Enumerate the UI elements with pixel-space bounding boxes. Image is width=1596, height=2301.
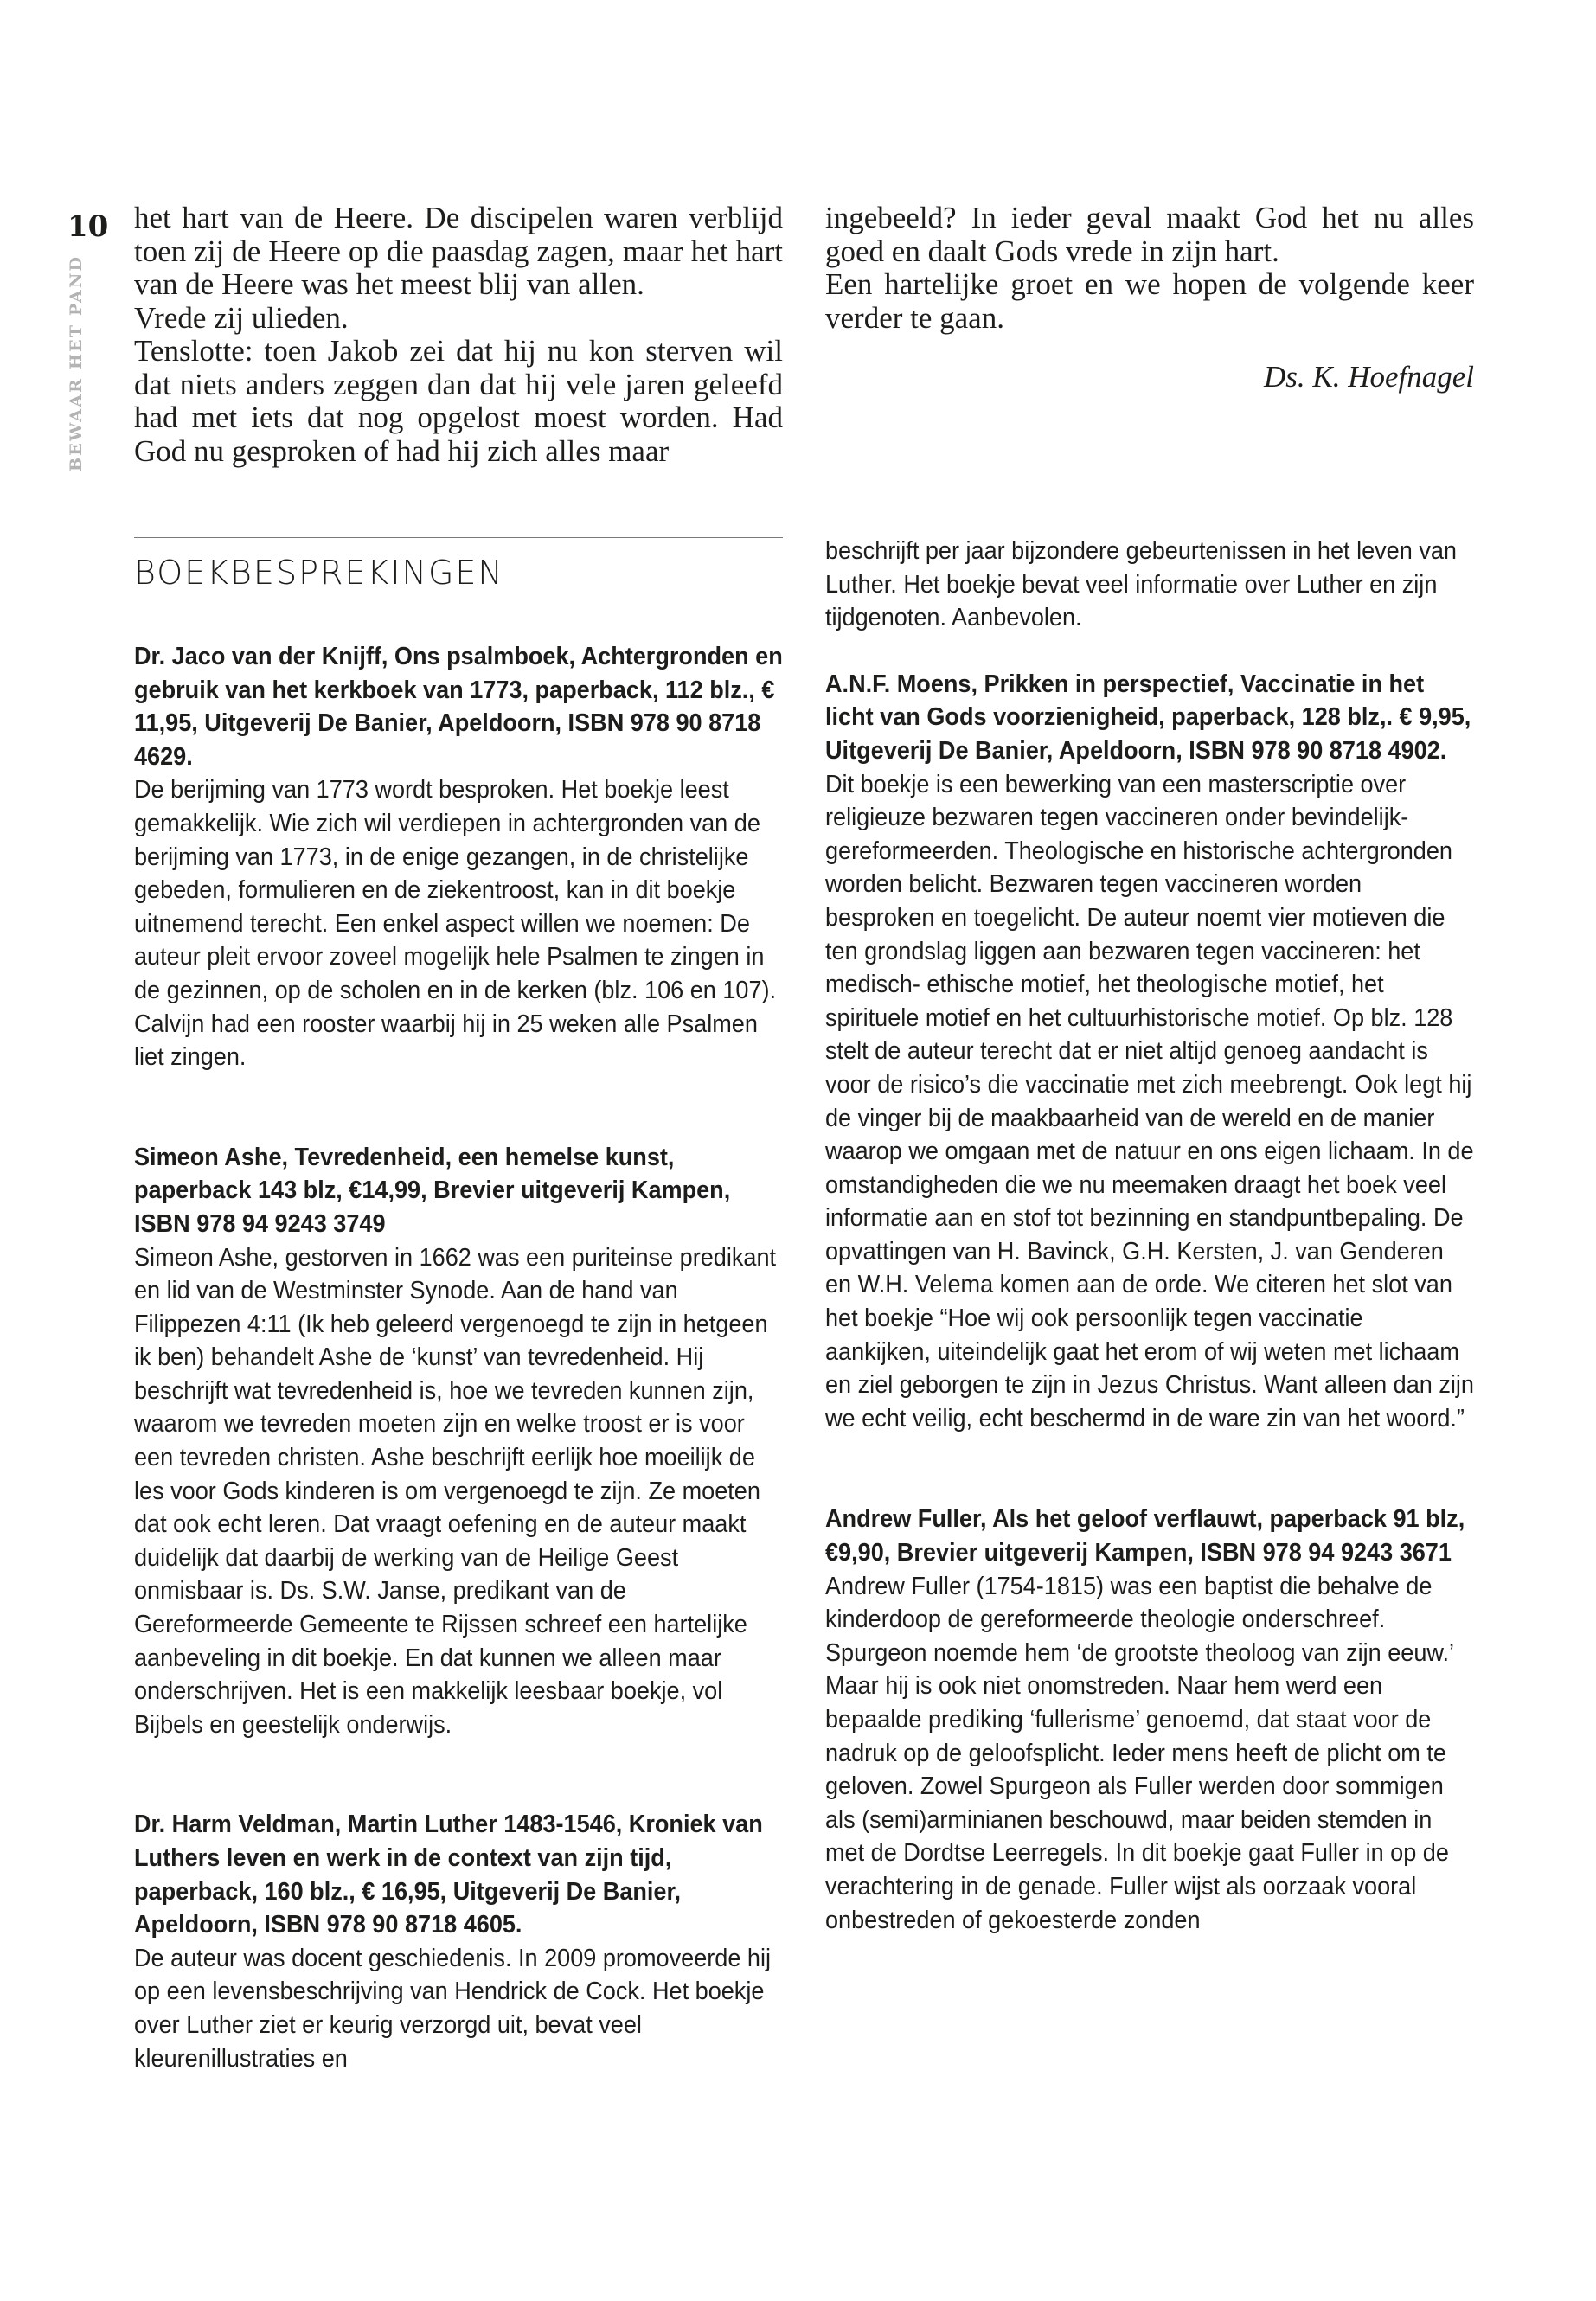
review-heading: Dr. Harm Veldman, Martin Luther 1483-1546, Kroniek van Luthers leven en werk in de context van zijn tijd, paperback, 160 blz., € 16,95, Uitgeverij De Banier, Apeldoorn, ISBN 978 90 8718 4605. — [134, 1811, 763, 1939]
review-body-continuation: beschrijft per jaar bijzondere gebeurtenissen in het leven van Luther. Het boekje bevat veel informatie over Luther en zijn tijdgenoten. Aanbevolen. — [825, 537, 1457, 632]
letter-end-right-column — [825, 202, 1474, 394]
letter-end-left-column — [134, 202, 783, 468]
page-number: 10 — [67, 209, 109, 244]
review-heading: Andrew Fuller, Als het geloof verflauwt, paperback 91 blz, €9,90, Brevier uitgeverij Kampen, ISBN 978 94 9243 3671 — [825, 1505, 1465, 1567]
letter-paragraph: ingebeeld? In ieder geval maakt God het nu alles goed en daalt Gods vrede in zijn hart. — [825, 201, 1474, 268]
review-body: De auteur was docent geschiedenis. In 2009 promoveerde hij op een levensbeschrijving van Hendrick de Cock. Het boekje over Luther ziet er keurig verzorgd uit, bevat veel kleurenillustraties en — [134, 1944, 771, 2073]
reviews-left-column — [134, 640, 784, 2075]
review-body: De berijming van 1773 wordt besproken. Het boekje leest gemakkelijk. Wie zich wil verdiepen in achtergronden van de berijming van 1773, in de enige gezangen, in de christelijke gebeden, formulieren en de ziekentroost, kan in dit boekje uitnemend terecht. Een enkel aspect willen we noemen: De auteur pleit ervoor zoveel mogelijk hele Psalmen te zingen in de gezinnen, op de scholen en in de kerken (blz. 106 en 107). Calvijn had een rooster waarbij hij in 25 weken alle Psalmen liet zingen. — [134, 776, 777, 1072]
review-item — [134, 1808, 784, 2075]
section-title: BOEKBESPREKINGEN — [134, 554, 504, 592]
section-divider — [134, 537, 783, 538]
review-item — [134, 640, 784, 1074]
review-body: Andrew Fuller (1754-1815) was een baptist die behalve de kinderdoop de gereformeerde theologie onderschreef. Spurgeon noemde hem ‘de grootste theoloog van zijn eeuw.’ Maar hij is ook niet onomstreden. Naar hem werd een bepaalde prediking ‘fullerisme’ genoemd, dat staat voor de nadruk op de geloofsplicht. Ieder mens heeft de plicht om te geloven. Zowel Spurgeon als Fuller werden door sommigen als (semi)arminianen beschouwd, maar beiden stemden in met de Dordtse Leerregels. In dit boekje gaat Fuller in op de verachtering in de genade. Fuller wijst als oorzaak vooral onbestreden of gekoesterde zonden — [825, 1572, 1454, 1934]
review-body: Dit boekje is een bewerking van een masterscriptie over religieuze bezwaren tegen vaccineren onder bevindelijk- gereformeerden. Theologische en historische achtergronden worden belicht. Bezwaren tegen vaccineren worden besproken en toegelicht. De auteur noemt vier motieven die ten grondslag liggen aan bezwaren tegen vaccineren: het medisch- ethische motief, het theologische motief, het spirituele motief en het cultuurhistorische motief. Op blz. 128 stelt de auteur terecht dat er niet altijd genoeg aandacht is voor de risico’s die vaccinatie met zich meebrengt. Ook legt hij de vinger bij de maakbaarheid van de wereld en de manier waarop we omgaan met de natuur en ons eigen lichaam. In de omstandigheden die we nu meemaken draagt het boek veel informatie aan en stof tot bezinning en standpuntbepaling. De opvattingen van H. Bavinck, G.H. Kersten, J. van Genderen en W.H. Velema komen aan de orde. We citeren het slot van het boekje “Hoe wij ook persoonlijk tegen vaccinatie aankijken, uiteindelijk gaat het erom of wij weten met lichaam en ziel geborgen te zijn in Jezus Christus. Want alleen dan zijn we echt veilig, echt beschermd in de ware zin van het woord.” — [825, 770, 1474, 1433]
review-item — [134, 1141, 784, 1742]
letter-paragraph: Een hartelijke groet en we hopen de volgende keer verder te gaan. — [825, 267, 1474, 335]
review-heading: Simeon Ashe, Tevredenheid, een hemelse kunst, paperback 143 blz, €14,99, Brevier uitgeverij Kampen, ISBN 978 94 9243 3749 — [134, 1143, 731, 1238]
review-body: Simeon Ashe, gestorven in 1662 was een puriteinse predikant en lid van de Westminster Synode. Aan de hand van Filippezen 4:11 (Ik heb geleerd vergenoegd te zijn in hetgeen ik ben) behandelt Ashe de ‘kunst’ van tevredenheid. Hij beschrijft wat tevredenheid is, hoe we tevreden kunnen zijn, waarom we tevreden moeten zijn en welke troost er is voor een tevreden christen. Ashe beschrijft eerlijk hoe moeilijk de les voor Gods kinderen is om vergenoegd te zijn. Ze moeten dat ook echt leren. Dat vraagt oefening en de auteur maakt duidelijk dat daarbij de werking van de Heilige Geest onmisbaar is. Ds. S.W. Janse, predikant van de Gereformeerde Gemeente te Rijssen schreef een hartelijke aanbeveling in dit boekje. En dat kunnen we alleen maar onderschrijven. Het is een makkelijk leesbaar boekje, vol Bijbels en geestelijk onderwijs. — [134, 1243, 777, 1739]
letter-paragraph: Vrede zij ulieden. — [134, 300, 349, 335]
review-item — [825, 668, 1475, 1436]
review-heading: A.N.F. Moens, Prikken in perspectief, Vaccinatie in het licht van Gods voorzienigheid, paperback, 128 blz,. € 9,95, Uitgeverij De Banier, Apeldoorn, ISBN 978 90 8718 4902. — [825, 670, 1471, 765]
letter-signature: Ds. K. Hoefnagel — [1263, 360, 1474, 394]
running-head: BEWAAR HET PAND — [67, 254, 86, 471]
review-item — [825, 1503, 1475, 1937]
review-heading: Dr. Jaco van der Knijff, Ons psalmboek, Achtergronden en gebruik van het kerkboek van 1773, paperback, 112 blz., € 11,95, Uitgeverij De Banier, Apeldoorn, ISBN 978 90 8718 4629. — [134, 643, 783, 771]
reviews-right-column — [825, 535, 1475, 1937]
letter-paragraph: het hart van de Heere. De discipelen waren verblijd toen zij de Heere op die paasdag zagen, maar het hart van de Heere was het meest blij van allen. — [134, 201, 783, 301]
letter-paragraph: Tenslotte: toen Jakob zei dat hij nu kon sterven wil dat niets anders zeggen dan dat hij vele jaren geleefd had met iets dat nog opgelost moest worden. Had God nu gesproken of had hij zich alles maar — [134, 334, 783, 468]
